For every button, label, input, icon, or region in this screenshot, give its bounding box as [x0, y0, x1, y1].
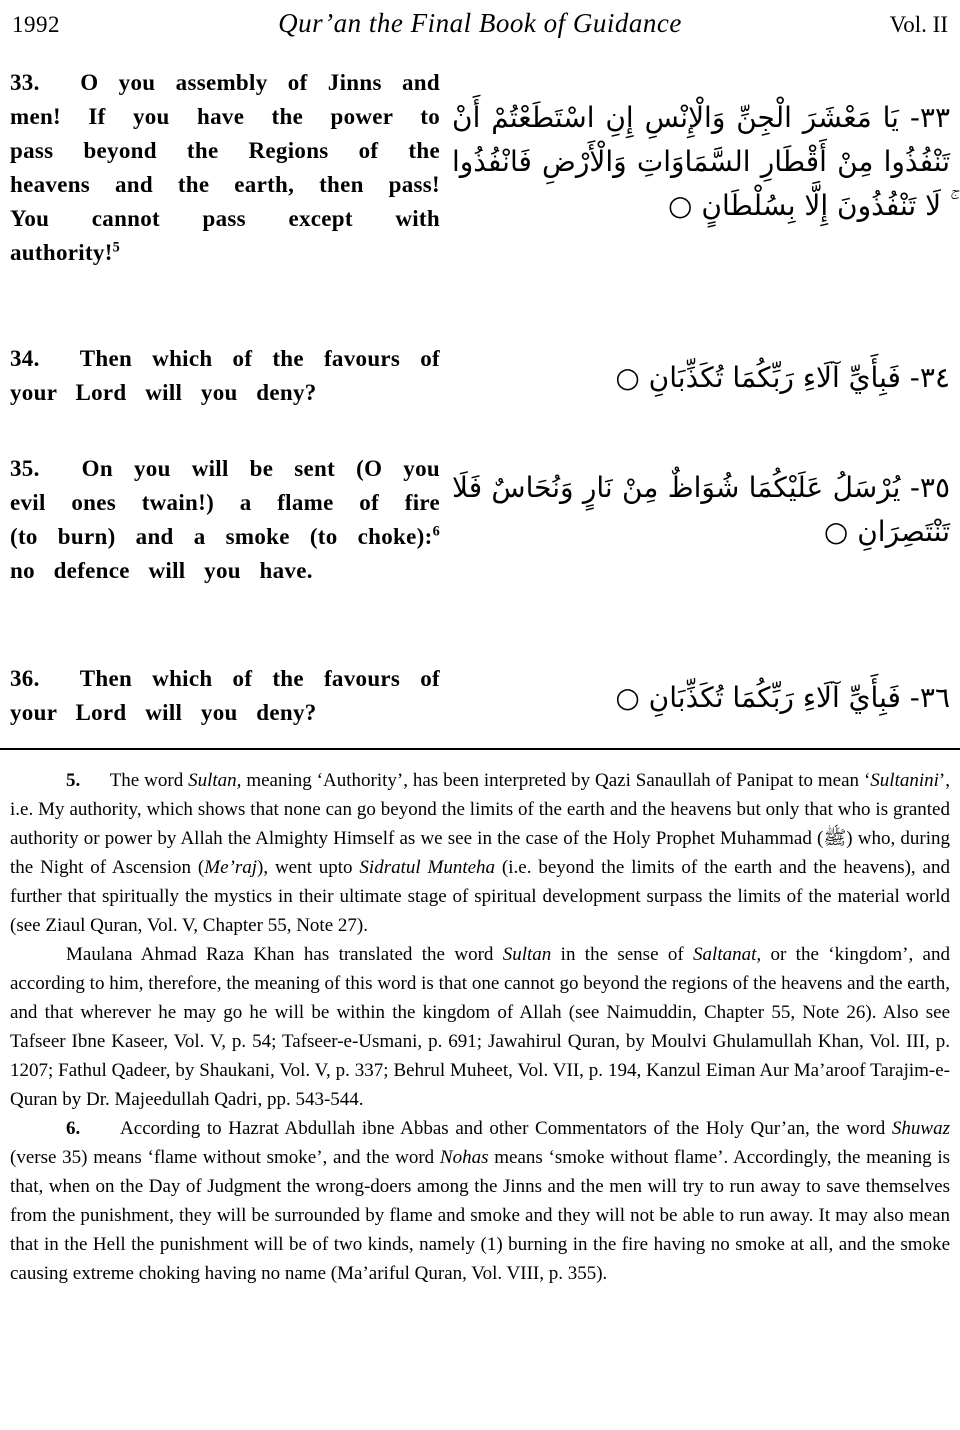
page-header — [10, 8, 950, 54]
verse-row-36 — [10, 662, 950, 744]
verse-34-english-text: 34. Then which of the favours of your Lord will you deny? — [10, 346, 440, 405]
verse-35-arabic-text: ٣٥- يُرْسَلُ عَلَيْكُمَا شُوَاظٌ مِنْ نَارٍ وَنُحَاسٌ فَلَا تَنْتَصِرَانِ ○ — [452, 471, 950, 548]
page-number: 1992 — [12, 12, 60, 37]
verse-36-arabic-text: ٣٦- فَبِأَيِّ آلَاءِ رَبِّكُمَا تُكَذِّبَانِ ○ — [615, 681, 950, 714]
footnote-5-paragraph-2: Maulana Ahmad Raza Khan has translated the word Sultan in the sense of Saltanat, or the ‘kingdom’, and according to him, therefore, the meaning of this word is that one cannot go beyond the regions of the heavens and the earth, and that wherever he may go he will be within the kingdom of Allah (see Naimuddin, Chapter 55, Note 26). Also see Tafseer Ibne Kaseer, Vol. V, p. 54; Tafseer-e-Usmani, p. 691; Jawahirul Quran, by Moulvi Ghulamullah Khan, Vol. III, p. 1207; Fathul Qadeer, by Shaukani, Vol. V, p. 337; Behrul Muheet, Vol. VII, p. 194, Kanzul Eiman Aur Ma’aroof Tarajim-e-Quran by Dr. Majeedullah Qadri, pp. 543-544. — [10, 944, 950, 1110]
verse-row-35 — [10, 452, 950, 662]
verse-row-34 — [10, 342, 950, 452]
verse-33-english-text: 33. O you assembly of Jinns and men! If you have the power to pass beyond the Regions of the heavens and the earth, then pass! You cannot pass except with authority!$^5$ — [10, 70, 440, 265]
verse-35-english-text: 35. On you will be sent (O you evil ones twain!) a flame of fire (to burn) and a smoke (to choke):$^6$ no defence will you have. — [10, 456, 440, 583]
verse-36-english-text: 36. Then which of the favours of your Lord will you deny? — [10, 666, 440, 725]
verses-section — [10, 54, 950, 744]
verse-33-arabic-text: ٣٣- يَا مَعْشَرَ الْجِنِّ وَالْإِنْسِ إِنِ اسْتَطَعْتُمْ أَنْ تَنْفُذُوا مِنْ أَقْطَارِ السَّمَاوَاتِ وَالْأَرْضِ فَانْفُذُوا ۚ لَا تَنْفُذُونَ إِلَّا بِسُلْطَانٍ ○ — [452, 101, 950, 222]
verse-row-33 — [10, 66, 950, 342]
volume-label: Vol. II — [889, 12, 948, 37]
footnote-6-paragraph: 6. According to Hazrat Abdullah ibne Abbas and other Commentators of the Holy Qur’an, the word Shuwaz (verse 35) means ‘flame without smoke’, and the word Nohas means ‘smoke without flame’. Accordingly, the meaning is that, when on the Day of Judgment the wrong-doers among the Jinns and the men will try to run away to save themselves from the punishment, they will be surrounded by flame and smoke and they will not be able to run away. It may also mean that in the Hell the punishment will be of two kinds, namely (1) burning in the fire having no smoke at all, and the smoke causing extreme choking having no name (Ma’ariful Quran, Vol. VIII, p. 355). — [10, 1118, 950, 1284]
footnotes-section — [10, 750, 950, 1288]
book-title: Qur’an the Final Book of Guidance — [278, 8, 682, 38]
verse-34-arabic-text: ٣٤- فَبِأَيِّ آلَاءِ رَبِّكُمَا تُكَذِّبَانِ ○ — [615, 361, 950, 394]
footnote-5-paragraph-1: 5. The word Sultan, meaning ‘Authority’, has been interpreted by Qazi Sanaullah of Panipat to mean ‘Sultanini’, i.e. My authority, which shows that none can go beyond the limits of the earth and the heavens but only that who is granted authority or power by Allah the Almighty Himself as we see in the case of the Holy Prophet Muhammad (ﷺ) who, during the Night of Ascension (Me’raj), went upto Sidratul Munteha (i.e. beyond the limits of the earth and the heavens), and further that spiritually the mystics in their ultimate stage of spiritual development surpass the limits of the material world (see Ziaul Quran, Vol. V, Chapter 55, Note 27). — [10, 770, 951, 936]
